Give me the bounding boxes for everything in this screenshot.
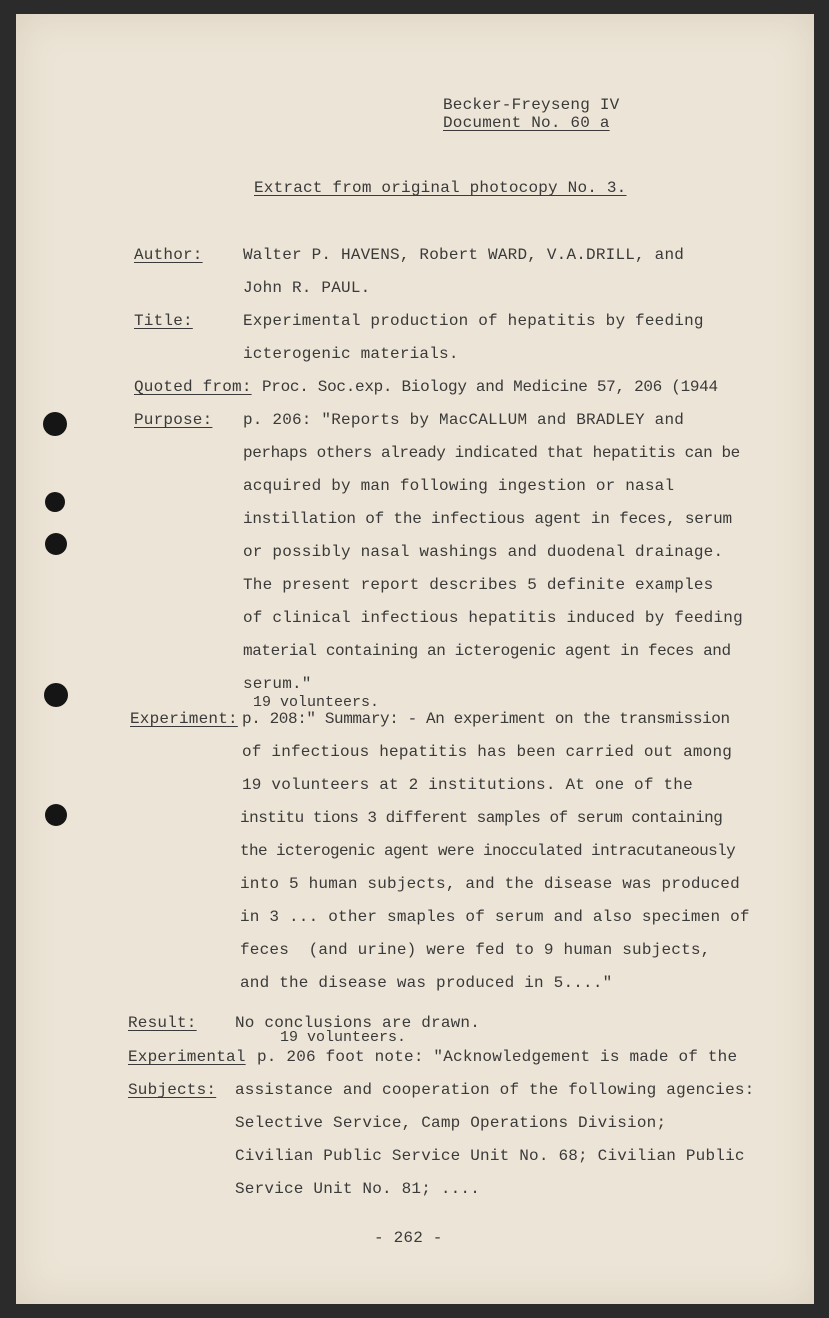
header-line-1: Becker-Freyseng IV [443,96,620,114]
subjects-label-2: Subjects: [128,1081,217,1099]
experiment-line: into 5 human subjects, and the disease was produced [240,875,740,893]
author-label: Author: [134,246,203,264]
document-page [16,14,814,1304]
experiment-line: p. 208:" Summary: - An experiment on the transmission [242,710,730,728]
purpose-line: serum." [243,675,312,693]
purpose-line: instillation of the infectious agent in feces, serum [243,510,732,528]
experiment-line: of infectious hepatitis has been carried out among [242,743,733,761]
purpose-line: material containing an icterogenic agent in feces and [243,642,731,660]
title-line: icterogenic materials. [243,345,459,363]
experiment-line: feces (and urine) were fed to 9 human subjects, [240,941,711,959]
purpose-line: The present report describes 5 definite examples [243,576,714,594]
experiment-label: Experiment: [130,710,238,728]
extract-title: Extract from original photocopy No. 3. [254,179,627,197]
experiment-line: in 3 ... other smaples of serum and also specimen of [240,908,750,926]
subjects-line: Civilian Public Service Unit No. 68; Civilian Public [235,1147,745,1165]
subjects-insert: 19 volunteers. [280,1029,407,1046]
purpose-line: perhaps others already indicated that hepatitis can be [243,444,740,462]
page-number: - 262 - [374,1229,443,1247]
punch-hole [45,533,67,555]
title-line: Experimental production of hepatitis by feeding [243,312,704,330]
quoted-label: Quoted from: [134,378,252,396]
experiment-line: the icterogenic agent were inocculated intracutaneously [240,842,736,860]
experiment-insert: 19 volunteers. [253,694,380,711]
result-label: Result: [128,1014,197,1032]
subjects-label-1: Experimental [128,1048,246,1066]
subjects-line: p. 206 foot note: "Acknowledgement is made of the [257,1048,738,1066]
subjects-line: assistance and cooperation of the following agencies: [235,1081,755,1099]
header-line-2: Document No. 60 a [443,114,610,132]
punch-hole [43,412,67,436]
purpose-line: acquired by man following ingestion or nasal [243,477,675,495]
experiment-line: and the disease was produced in 5...." [240,974,613,992]
purpose-line: or possibly nasal washings and duodenal drainage. [243,543,724,561]
subjects-line: Selective Service, Camp Operations Division; [235,1114,667,1132]
experiment-line: 19 volunteers at 2 institutions. At one of the [242,776,693,794]
quoted-text: Proc. Soc.exp. Biology and Medicine 57, 206 (1944 [262,378,718,396]
punch-hole [44,683,68,707]
experiment-line: institu tions 3 different samples of serum containing [240,809,723,827]
title-label: Title: [134,312,193,330]
purpose-line: of clinical infectious hepatitis induced by feeding [243,609,743,627]
author-line: Walter P. HAVENS, Robert WARD, V.A.DRILL, and [243,246,685,264]
purpose-label: Purpose: [134,411,213,429]
subjects-line: Service Unit No. 81; .... [235,1180,481,1198]
punch-hole [45,804,67,826]
punch-hole [45,492,65,512]
result-text: No conclusions are drawn. [235,1014,481,1032]
author-line: John R. PAUL. [243,279,371,297]
purpose-line: p. 206: "Reports by MacCALLUM and BRADLEY and [243,411,685,429]
